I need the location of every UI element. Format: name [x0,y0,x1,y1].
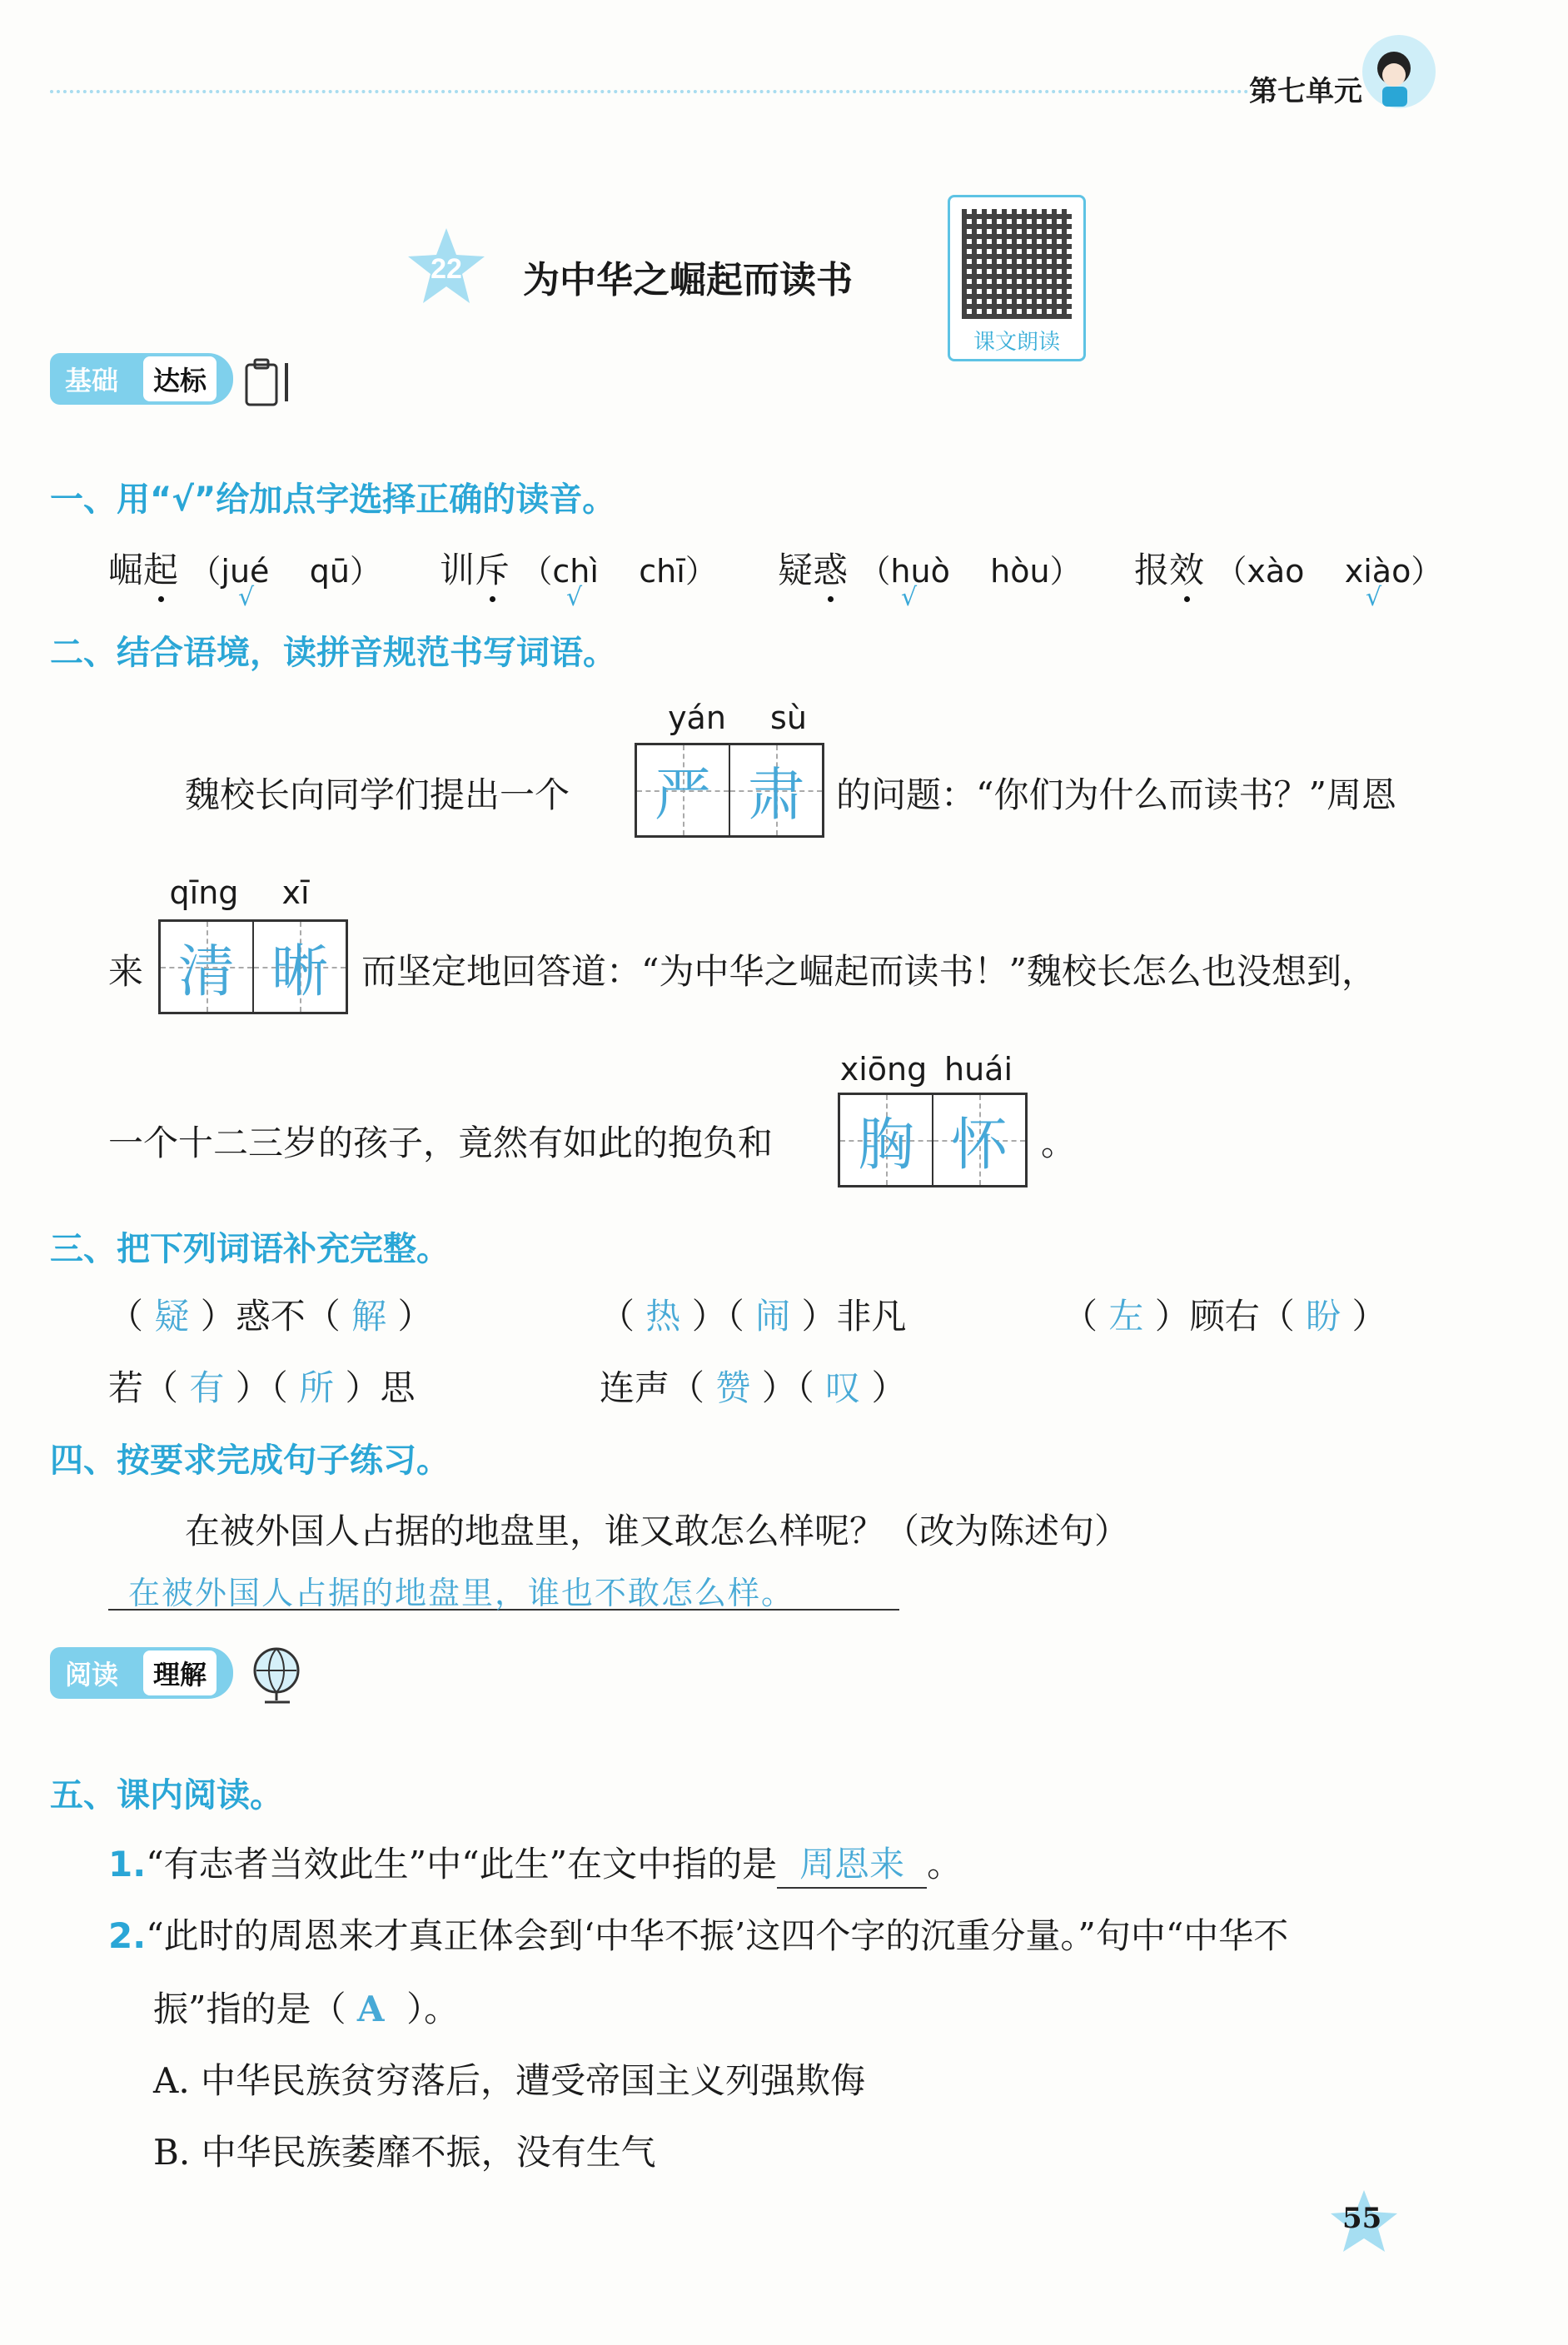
q1-item-1: 崛起 （jué qū） [108,550,381,590]
q1-item-2: 训斥 （chì chī） [440,550,717,590]
q4-prompt: 在被外国人占据的地盘里，谁又敢怎么样呢？（改为陈述句） [185,1511,1130,1551]
q5-heading: 五、课内阅读。 [50,1776,283,1815]
w2-char-1: 清 [177,938,235,1005]
writing-grid-3[interactable] [838,1093,1028,1187]
check-mark-icon: √ [566,583,583,612]
q2-heading: 二、结合语境，读拼音规范书写词语。 [50,634,616,672]
w3-pinyin-2: huái [943,1051,1013,1088]
header-dotted-rule [50,90,1249,93]
q2-line3-before: 一个十二三岁的孩子，竟然有如此的抱负和 [108,1123,774,1163]
band-reading-a: 阅读 [65,1659,119,1690]
q4-heading: 四、按要求完成句子练习。 [50,1441,450,1480]
q2-line2-before: 来 [108,951,144,992]
q5-sub1-answer: 周恩来 [777,1837,927,1889]
band-basic-b: 达标 [143,356,217,401]
band-basic-a: 基础 [65,365,119,396]
q3-item-3: （ 左 ）顾右（ 盼 ） [1063,1296,1387,1337]
lesson-number: 22 [431,253,462,285]
girl-moon-decoration-icon [1349,20,1449,120]
q5-sub2-line2: 振”指的是（ A ）。 [153,1989,460,2029]
w2-pinyin-2: xī [281,874,310,911]
globe-icon [243,1642,320,1705]
qr-code[interactable] [948,195,1086,361]
band-reading-b: 理解 [143,1650,217,1695]
lesson-number-star-icon [405,225,488,308]
option-b: B. 中华民族萎靡不振，没有生气 [153,2132,656,2173]
q1-heading: 一、用“√”给加点字选择正确的读音。 [50,480,616,519]
q3-heading: 三、把下列词语补充完整。 [50,1230,450,1268]
check-mark-icon: √ [238,583,255,612]
q5-sub2-line1: 2.“此时的周恩来才真正体会到‘中华不振’这四个字的沉重分量。”句中“中华不 [108,1915,1289,1956]
lesson-title: 为中华之崛起而读书 [523,259,853,301]
q2-line2-after: 而坚定地回答道：“为中华之崛起而读书！”魏校长怎么也没想到， [361,951,1376,992]
q3-item-4: 若（ 有 ）（ 所 ）思 [108,1367,416,1408]
w1-pinyin-1: yán [668,700,726,736]
writing-grid-2[interactable] [158,919,348,1014]
q3-item-1: （ 疑 ）惑不（ 解 ） [108,1296,433,1337]
w1-char-1: 严 [654,762,711,829]
check-mark-icon: √ [901,583,918,612]
q3-item-5: 连声（ 赞 ）（ 叹 ） [600,1367,907,1408]
q3-item-2: （ 热 ）（ 闹 ）非凡 [600,1296,907,1337]
w2-char-2: 晰 [271,938,328,1005]
q2-line3-after: 。 [1041,1123,1077,1163]
page-number: 55 [1342,2202,1382,2235]
section-band-basic [50,353,233,405]
w2-pinyin-1: qīng [169,874,239,911]
q5-sub1: 1.“有志者当效此生”中“此生”在文中指的是 周恩来 。 [108,1837,962,1889]
q1-item-4: 报效 （xào xiào） [1134,550,1443,590]
w1-pinyin-2: sù [770,700,807,736]
check-mark-icon: √ [1366,583,1382,612]
q2-line1-before: 魏校长向同学们提出一个 [185,774,570,815]
unit-label: 第七单元 [1249,75,1362,108]
qr-label: 课文朗读 [973,330,1060,355]
clipboard-pencil-icon [241,353,300,411]
q4-answer: 在被外国人占据的地盘里，谁也不敢怎么样。 [128,1575,795,1611]
q5-sub2-answer: A [356,1989,385,2029]
w3-char-1: 胸 [857,1112,914,1178]
q2-line1-after: 的问题：“你们为什么而读书？”周恩 [836,774,1396,815]
qr-code-pattern [962,209,1072,319]
q1-item-3: 疑惑 （huò hòu） [778,550,1082,590]
w3-char-2: 怀 [950,1112,1008,1178]
writing-grid-1[interactable] [635,743,824,838]
w1-char-2: 肃 [747,762,804,829]
w3-pinyin-1: xiōng [839,1051,928,1088]
section-band-reading [50,1647,233,1699]
q4-answer-line[interactable] [108,1564,899,1611]
option-a: A. 中华民族贫穷落后，遭受帝国主义列强欺侮 [153,2060,866,2101]
